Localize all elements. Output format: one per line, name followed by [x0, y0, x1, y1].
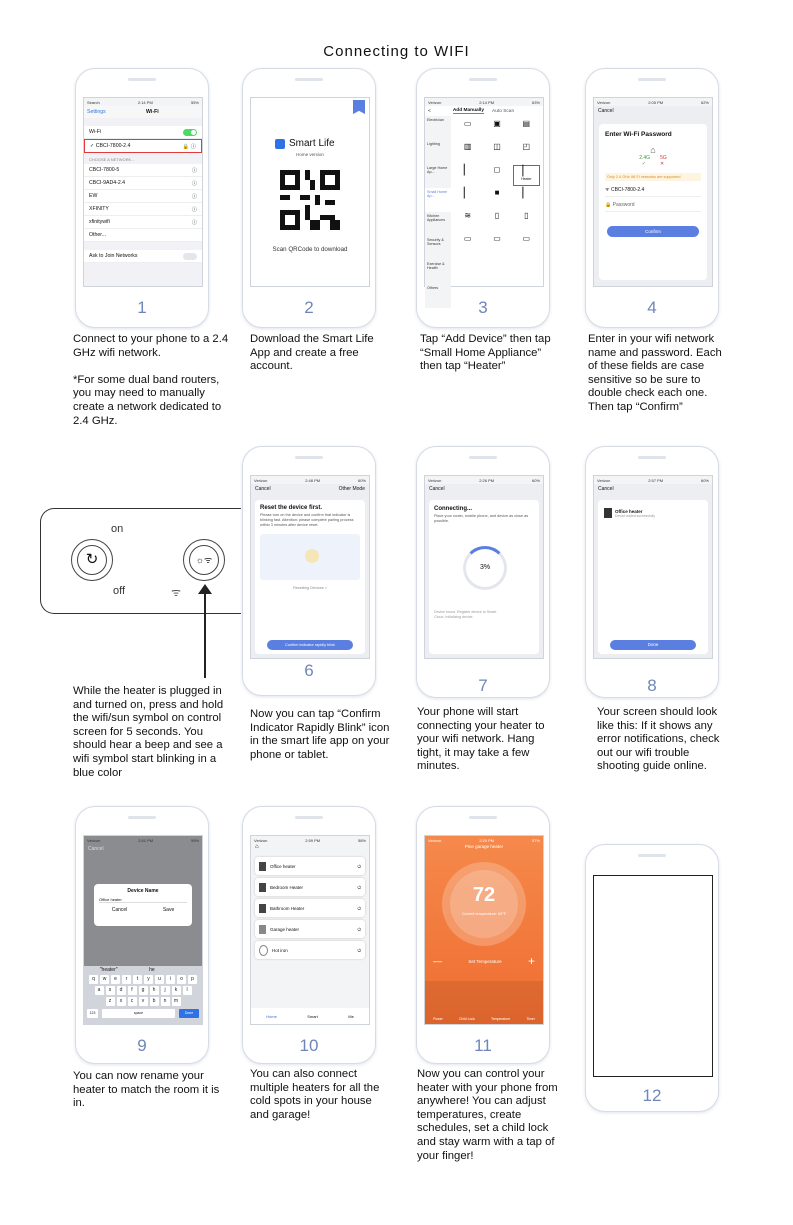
warning-banner: Only 2.4 GHz Wi-Fi networks are supported: [605, 173, 701, 181]
add-device-screen: Verizon 2:14 PM 63% < Add Manually Auto Scan Electrician Lighting Large Home Ap... Small Home Ap... Kitchen Appliances Security & Sensors Exercise & Health Others ▭ ▣ ▤ ▥ ◫ ◰ ▏ ◻ ▏ Heater ▏ ■ ▏ ≋ ▯ ▯ ▭ ▭ ▭: [424, 97, 544, 287]
wifi-toggle-row[interactable]: Wi-Fi: [84, 126, 202, 139]
network-row[interactable]: EW ⓘ: [84, 190, 202, 203]
nav-smart[interactable]: Smart: [307, 1013, 318, 1019]
confirm-blink-button[interactable]: Confirm indicator rapidly blink: [267, 640, 353, 650]
step-caption: Your phone will start connecting your heater to your wifi network. Hang tight, it may take a few minutes.: [417, 706, 545, 773]
ask-to-join-row[interactable]: Ask to Join Networks: [84, 250, 202, 263]
wifi-icon: ᯤ: [171, 587, 182, 599]
step-number: 2: [304, 298, 314, 317]
choose-network-label: CHOOSE A NETWORK...: [89, 157, 135, 162]
network-row[interactable]: CBCI-7800-5 ⓘ: [84, 164, 202, 177]
wifi-lock-icon: 🔒 ⓘ: [182, 143, 196, 150]
step-number: 6: [304, 661, 314, 680]
arrow-icon: [204, 590, 206, 678]
key-w[interactable]: w: [100, 975, 109, 984]
cancel-link[interactable]: Cancel: [598, 486, 614, 492]
key-r[interactable]: r: [122, 975, 131, 984]
key-n[interactable]: n: [161, 997, 170, 1006]
key-j[interactable]: j: [161, 986, 170, 995]
phone-step-7: [416, 446, 550, 698]
progress-ring: 3%: [463, 546, 507, 590]
key-s[interactable]: s: [106, 986, 115, 995]
key-z[interactable]: z: [106, 997, 115, 1006]
phone-step-10: [242, 806, 376, 1064]
cancel-link[interactable]: Cancel: [598, 108, 614, 114]
step-number: 4: [647, 298, 657, 317]
control-temperature[interactable]: Temperature: [491, 1017, 511, 1021]
device-list-screen: Verizon 2:59 PM 58% ⌂ Office heater ⏻ Bedroom Heater ⏻ Bathroom Heater ⏻ Garage heater ⏻ Hot iron ⏻ Home Smart Me: [250, 835, 370, 1025]
reset-device-screen: Verizon 2:48 PM 60% Cancel Other Mode Reset the device first. Please turn on the device and confirm that indicator is blinking fast. Attention: please complete pairing process within 3 minutes after device reset. Resetting Devices > Confirm indicator rapidly blink: [250, 475, 370, 659]
network-row[interactable]: XFINITY ⓘ: [84, 203, 202, 216]
other-mode-link[interactable]: Other Mode: [338, 486, 365, 492]
key-c[interactable]: c: [128, 997, 137, 1006]
blank-screen: [593, 875, 713, 1077]
heater-control-panel: [40, 508, 241, 614]
key-l[interactable]: l: [183, 986, 192, 995]
page-title: Connecting to WIFI: [323, 43, 470, 60]
rename-dialog: Device Name Office heater Cancel Save: [94, 884, 192, 926]
wifi-header: Wi-Fi: [146, 109, 159, 115]
heater-device-highlight[interactable]: ▏ Heater: [513, 165, 540, 186]
tab-auto-scan[interactable]: Auto Scan: [492, 108, 515, 114]
lock-icon: 🔒: [605, 202, 613, 208]
heater-title: Pine garage heater: [464, 844, 504, 849]
heater-control-screen: Verizon 2:20 PM 57% Pine garage heater 72 Current temperature: 69°F — Set Temperature + Power Child Lock Temperature Timer: [424, 835, 544, 1025]
wifi-sun-button-icon[interactable]: ☼ᯤ: [183, 539, 225, 581]
scan-qrcode-text: Scan QRCode to download: [272, 246, 348, 253]
bookmark-icon: [353, 100, 365, 114]
phone-step-3: [416, 68, 550, 328]
temperature-dial: 72 Current temperature: 69°F: [442, 862, 526, 946]
confirm-button[interactable]: Confirm: [607, 226, 699, 237]
download-screen: Smart Life Home version Scan QRCode to download: [250, 97, 370, 287]
key-k[interactable]: k: [172, 986, 181, 995]
step-caption: You can now rename your heater to match the room it is in.: [73, 1070, 220, 1110]
category-item[interactable]: Security & Sensors: [427, 238, 444, 246]
power-button-icon[interactable]: ↻: [71, 539, 113, 581]
password-heading: Enter Wi-Fi Password: [605, 131, 672, 138]
step-number: 3: [478, 298, 488, 317]
power-icon: ⏻: [357, 926, 361, 932]
smart-life-logo-icon: [275, 139, 285, 149]
keyboard[interactable]: "heater" he q w e r t y u i o p a s d f g h j k l z x c v b n m 123 space Done: [84, 966, 202, 1024]
off-label: off: [113, 585, 126, 597]
category-item[interactable]: Electrician: [427, 118, 445, 122]
cancel-link[interactable]: Cancel: [429, 486, 445, 492]
key-a[interactable]: a: [95, 986, 104, 995]
wifi-toggle[interactable]: [183, 129, 197, 136]
control-power[interactable]: Power: [433, 1017, 443, 1021]
key-q[interactable]: q: [89, 975, 98, 984]
step-caption: Enter in your wifi network name and password. Each of these fields are case sensitive so be sure to double check each one. Then tap “Confirm”: [588, 333, 722, 413]
wifi-settings-screen: Search 2:14 PM 55% Settings Wi-Fi Wi-Fi ✓ CBCI-7800-2.4 🔒 ⓘ CHOOSE A NETWORK... CBCI-7800-5 ⓘ CBCI-9AD4-2.4 ⓘ EW ⓘ XFINITY ⓘ xfinitywifi ⓘ Other... Ask to Join Networks: [83, 97, 203, 287]
network-row[interactable]: CBCI-9AD4-2.4 ⓘ: [84, 177, 202, 190]
power-icon: ⏻: [357, 884, 361, 890]
step-caption: You can also connect multiple heaters for all the cold spots in your house and garage!: [250, 1068, 380, 1121]
key-y[interactable]: y: [144, 975, 153, 984]
category-item[interactable]: Lighting: [427, 142, 440, 146]
category-item[interactable]: Kitchen Appliances: [427, 214, 446, 222]
key-o[interactable]: o: [177, 975, 186, 984]
arrow-head-icon: [198, 584, 212, 594]
device-row[interactable]: Hot iron ⏻: [255, 941, 365, 959]
password-field[interactable]: 🔒 Password: [605, 202, 701, 212]
step-caption: Now you can control your heater with your phone from anywhere! You can adjust temperatures, create schedules, set a child lock and stay warm with a tap of your finger!: [417, 1068, 558, 1162]
category-item[interactable]: Large Home Ap...: [427, 166, 448, 174]
router-icon: ⌂: [650, 145, 656, 155]
device-row[interactable]: Garage heater ⏻: [255, 920, 365, 938]
key-p[interactable]: p: [188, 975, 197, 984]
step-number: 12: [642, 1086, 662, 1105]
phone-step-4: [585, 68, 719, 328]
rename-screen: Verizon 2:51 PM 59% Cancel Device Name Office heater Cancel Save "heater" he q w e r t y u i o p a s d f g h j k l z x c v b n m 123 space Done: [83, 835, 203, 1025]
on-label: on: [111, 523, 124, 535]
step-number: 1: [137, 298, 147, 317]
phone-step-12: [585, 844, 719, 1112]
category-item-active[interactable]: Small Home Ap...: [425, 188, 451, 212]
step-caption: Now you can tap “Confirm Indicator Rapidly Blink” icon in the smart life app on your phone or tablet.: [250, 708, 390, 761]
key-f[interactable]: f: [128, 986, 137, 995]
step-number: 8: [647, 676, 657, 695]
back-icon[interactable]: <: [428, 108, 431, 114]
key-m[interactable]: m: [172, 997, 181, 1006]
control-child-lock[interactable]: Child Lock: [458, 1017, 475, 1021]
tab-add-manually[interactable]: Add Manually: [452, 108, 484, 113]
device-row[interactable]: Bathroom Heater ⏻: [255, 899, 365, 917]
key-e[interactable]: e: [111, 975, 120, 984]
connected-network-row[interactable]: ✓ CBCI-7800-2.4 🔒 ⓘ: [84, 139, 202, 153]
device-row[interactable]: Office heater ⏻: [255, 857, 365, 875]
category-item[interactable]: Others: [427, 286, 439, 290]
phone-step-1: [75, 68, 209, 328]
step-number: 10: [299, 1036, 319, 1055]
category-item[interactable]: Exercise & Health: [427, 262, 445, 270]
phone-step-6: [242, 446, 376, 696]
device-blink-illustration: [260, 534, 360, 580]
step-caption: Tap “Add Device” then tap “Small Home Appliance” then tap “Heater”: [420, 333, 551, 373]
wifi-password-screen: Verizon 2:05 PM 62% Cancel Enter Wi-Fi Password ⌂ 2.4G 5G ✓ ✕ Only 2.4 GHz Wi-Fi networks are supported ᯤ CBCI-7800-2.4 🔒 Password Confirm: [593, 97, 713, 287]
nav-home[interactable]: Home: [266, 1013, 277, 1019]
connecting-screen: Verizon 2:26 PM 60% Cancel Connecting... Place your router, mobile phone, and device as close as possible. 3% Device found. Register device to Smart Cloud. Initializing device.: [424, 475, 544, 659]
nav-me[interactable]: Me: [348, 1013, 354, 1019]
done-button[interactable]: Done: [610, 640, 696, 650]
key-h[interactable]: h: [150, 986, 159, 995]
cancel-link[interactable]: Cancel: [255, 486, 271, 492]
power-icon: ⏻: [357, 905, 361, 911]
space-key[interactable]: space: [102, 1009, 175, 1018]
device-name-input[interactable]: Office heater: [99, 897, 187, 903]
resetting-devices-link[interactable]: Resetting Devices >: [293, 586, 327, 590]
decrease-button[interactable]: —: [433, 956, 442, 966]
wifi-icon: ᯤ: [605, 187, 611, 193]
key-t[interactable]: t: [133, 975, 142, 984]
step-caption: Connect to your phone to a 2.4 GHz wifi network. *For some dual band routers, you may need to manually create a network dedicated to 2.4 GHz.: [73, 333, 229, 427]
control-timer[interactable]: Timer: [526, 1017, 535, 1021]
key-g[interactable]: g: [139, 986, 148, 995]
power-icon: ⏻: [357, 863, 361, 869]
key-x[interactable]: x: [117, 997, 126, 1006]
app-name: Smart Life: [289, 138, 335, 149]
increase-button[interactable]: +: [527, 954, 535, 968]
key-i[interactable]: i: [166, 975, 175, 984]
network-row[interactable]: Other...: [84, 229, 202, 242]
device-added-screen: Verizon 2:57 PM 60% Cancel Office heater Device added successfully Done: [593, 475, 713, 659]
step-caption: Your screen should look like this: If it shows any error notifications, check out our wifi trouble shooting guide online.: [597, 706, 720, 773]
step-number: 9: [137, 1036, 147, 1055]
phone-step-11: [416, 806, 550, 1064]
phone-step-9: [75, 806, 209, 1064]
key-u[interactable]: u: [155, 975, 164, 984]
step-number: 7: [478, 676, 488, 695]
done-key[interactable]: Done: [179, 1009, 199, 1018]
network-row[interactable]: xfinitywifi ⓘ: [84, 216, 202, 229]
ssid-field[interactable]: ᯤ CBCI-7800-2.4: [605, 187, 701, 197]
save-button[interactable]: Save: [162, 907, 175, 913]
power-icon: ⏻: [357, 947, 361, 953]
heater-device-icon: [604, 508, 612, 518]
phone-step-8: [585, 446, 719, 698]
phone-step-2: [242, 68, 376, 328]
settings-back-link[interactable]: Settings: [87, 109, 106, 115]
qr-code-icon[interactable]: [280, 170, 340, 230]
step-caption: While the heater is plugged in and turned on, press and hold the wifi/sun symbol on control screen for 5 seconds. You should hear a beep and see a wifi symbol start blinking in a blue color: [73, 685, 224, 779]
key-d[interactable]: d: [117, 986, 126, 995]
step-caption: Download the Smart Life App and create a free account.: [250, 333, 374, 373]
device-row[interactable]: Bedroom Heater ⏻: [255, 878, 365, 896]
cancel-button[interactable]: Cancel: [111, 907, 128, 913]
key-v[interactable]: v: [139, 997, 148, 1006]
key-b[interactable]: b: [150, 997, 159, 1006]
step-number: 11: [474, 1036, 492, 1055]
